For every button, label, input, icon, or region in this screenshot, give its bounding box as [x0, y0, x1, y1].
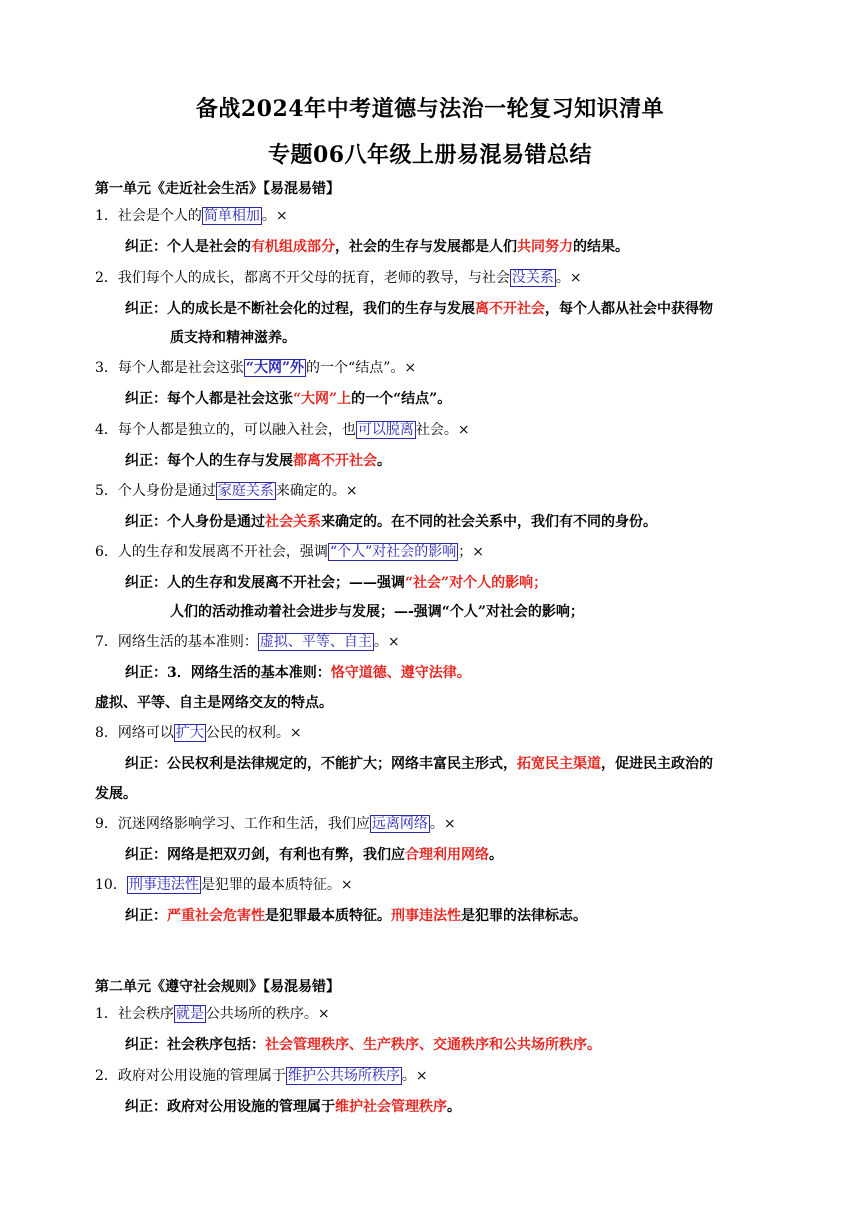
correction-10: 纠正：严重社会危害性是犯罪最本质特征。刑事违法性是犯罪的法律标志。	[125, 908, 587, 924]
unit1-heading: 第一单元《走近社会生活》【易混易错】	[95, 181, 340, 197]
unit2-heading: 第二单元《遵守社会规则》【易混易错】	[95, 979, 340, 995]
correction-6-cont: 人们的活动推动着社会进步与发展；—-强调“个人”对社会的影响；	[170, 604, 584, 620]
correction-8: 纠正：公民权利是法律规定的，不能扩大；网络丰富民主形式，拓宽民主渠道，促进民主政治的	[125, 756, 713, 772]
error-highlight: 扩大	[175, 725, 204, 741]
question-9: 9．沉迷网络影响学习、工作和生活，我们应 远离网络 。×	[95, 816, 456, 832]
unit2-question-2: 2．政府对公用设施的管理属于 维护公共场所秩序 。×	[95, 1068, 428, 1084]
error-highlight: 没关系	[511, 270, 554, 286]
unit2-correction-1: 纠正：社会秩序包括：社会管理秩序、生产秩序、交通秩序和公共场所秩序。	[125, 1037, 601, 1053]
correction-2: 纠正：人的成长是不断社会化的过程，我们的生存与发展离不开社会，每个人都从社会中获得物	[125, 301, 713, 317]
document-title: 备战2024年中考道德与法治一轮复习知识清单	[195, 96, 665, 122]
correction-7: 纠正：3．网络生活的基本准则：恪守道德、遵守法律。	[125, 665, 471, 681]
question-1: 1．社会是个人的 简单相加 。×	[95, 208, 288, 224]
correction-4: 纠正：每个人的生存与发展都离不开社会。	[125, 453, 391, 469]
correction-3: 纠正：每个人都是社会这张“大网”上的一个“结点”。	[125, 391, 452, 407]
question-5: 5．个人身份是通过 家庭关系 来确定的。×	[95, 483, 358, 499]
unit2-question-1: 1．社会秩序 就是 公共场所的秩序。×	[95, 1006, 330, 1022]
error-highlight: 可以脱离	[357, 422, 414, 438]
question-2: 2．我们每个人的成长，都离不开父母的抚育，老师的教导，与社会 没关系 。×	[95, 270, 582, 286]
question-8: 8．网络可以 扩大 公民的权利。×	[95, 725, 302, 741]
question-3: 3．每个人都是社会这张 “大网”外 的一个“结点”。×	[95, 360, 417, 376]
error-highlight: 简单相加	[203, 208, 260, 224]
correction-8-cont: 发展。	[95, 786, 137, 802]
error-highlight: 虚拟、平等、自主	[259, 634, 372, 650]
error-highlight: 家庭关系	[217, 483, 274, 499]
error-highlight: 刑事违法性	[128, 877, 199, 893]
correction-9: 纠正：网络是把双刃剑，有利也有弊，我们应合理利用网络。	[125, 847, 503, 863]
error-highlight: 远离网络	[371, 816, 428, 832]
correction-6: 纠正：人的生存和发展离不开社会；——强调“社会”对个人的影响；	[125, 575, 548, 591]
document-subtitle: 专题06八年级上册易混易错总结	[267, 142, 593, 168]
correction-5: 纠正：个人身份是通过社会关系来确定的。在不同的社会关系中，我们有不同的身份。	[125, 514, 657, 530]
error-highlight: “个人”对社会的影响	[329, 544, 457, 560]
question-4: 4．每个人都是独立的，可以融入社会，也 可以脱离 社会。×	[95, 422, 470, 438]
error-highlight: 就是	[175, 1006, 204, 1022]
correction-7-cont: 虚拟、平等、自主是网络交友的特点。	[95, 695, 333, 711]
correction-2-cont: 质支持和精神滋养。	[170, 330, 296, 346]
question-10: 10． 刑事违法性 是犯罪的最本质特征。×	[95, 877, 353, 893]
unit2-correction-2: 纠正：政府对公用设施的管理属于维护社会管理秩序。	[125, 1099, 461, 1115]
question-6: 6．人的生存和发展离不开社会，强调 “个人”对社会的影响 ；×	[95, 544, 484, 560]
correction-1: 纠正：个人是社会的有机组成部分，社会的生存与发展都是人们共同努力的结果。	[125, 239, 629, 255]
error-highlight: “大网”外	[245, 360, 305, 376]
question-7: 7．网络生活的基本准则： 虚拟、平等、自主 。×	[95, 634, 400, 650]
error-highlight: 维护公共场所秩序	[287, 1068, 400, 1084]
